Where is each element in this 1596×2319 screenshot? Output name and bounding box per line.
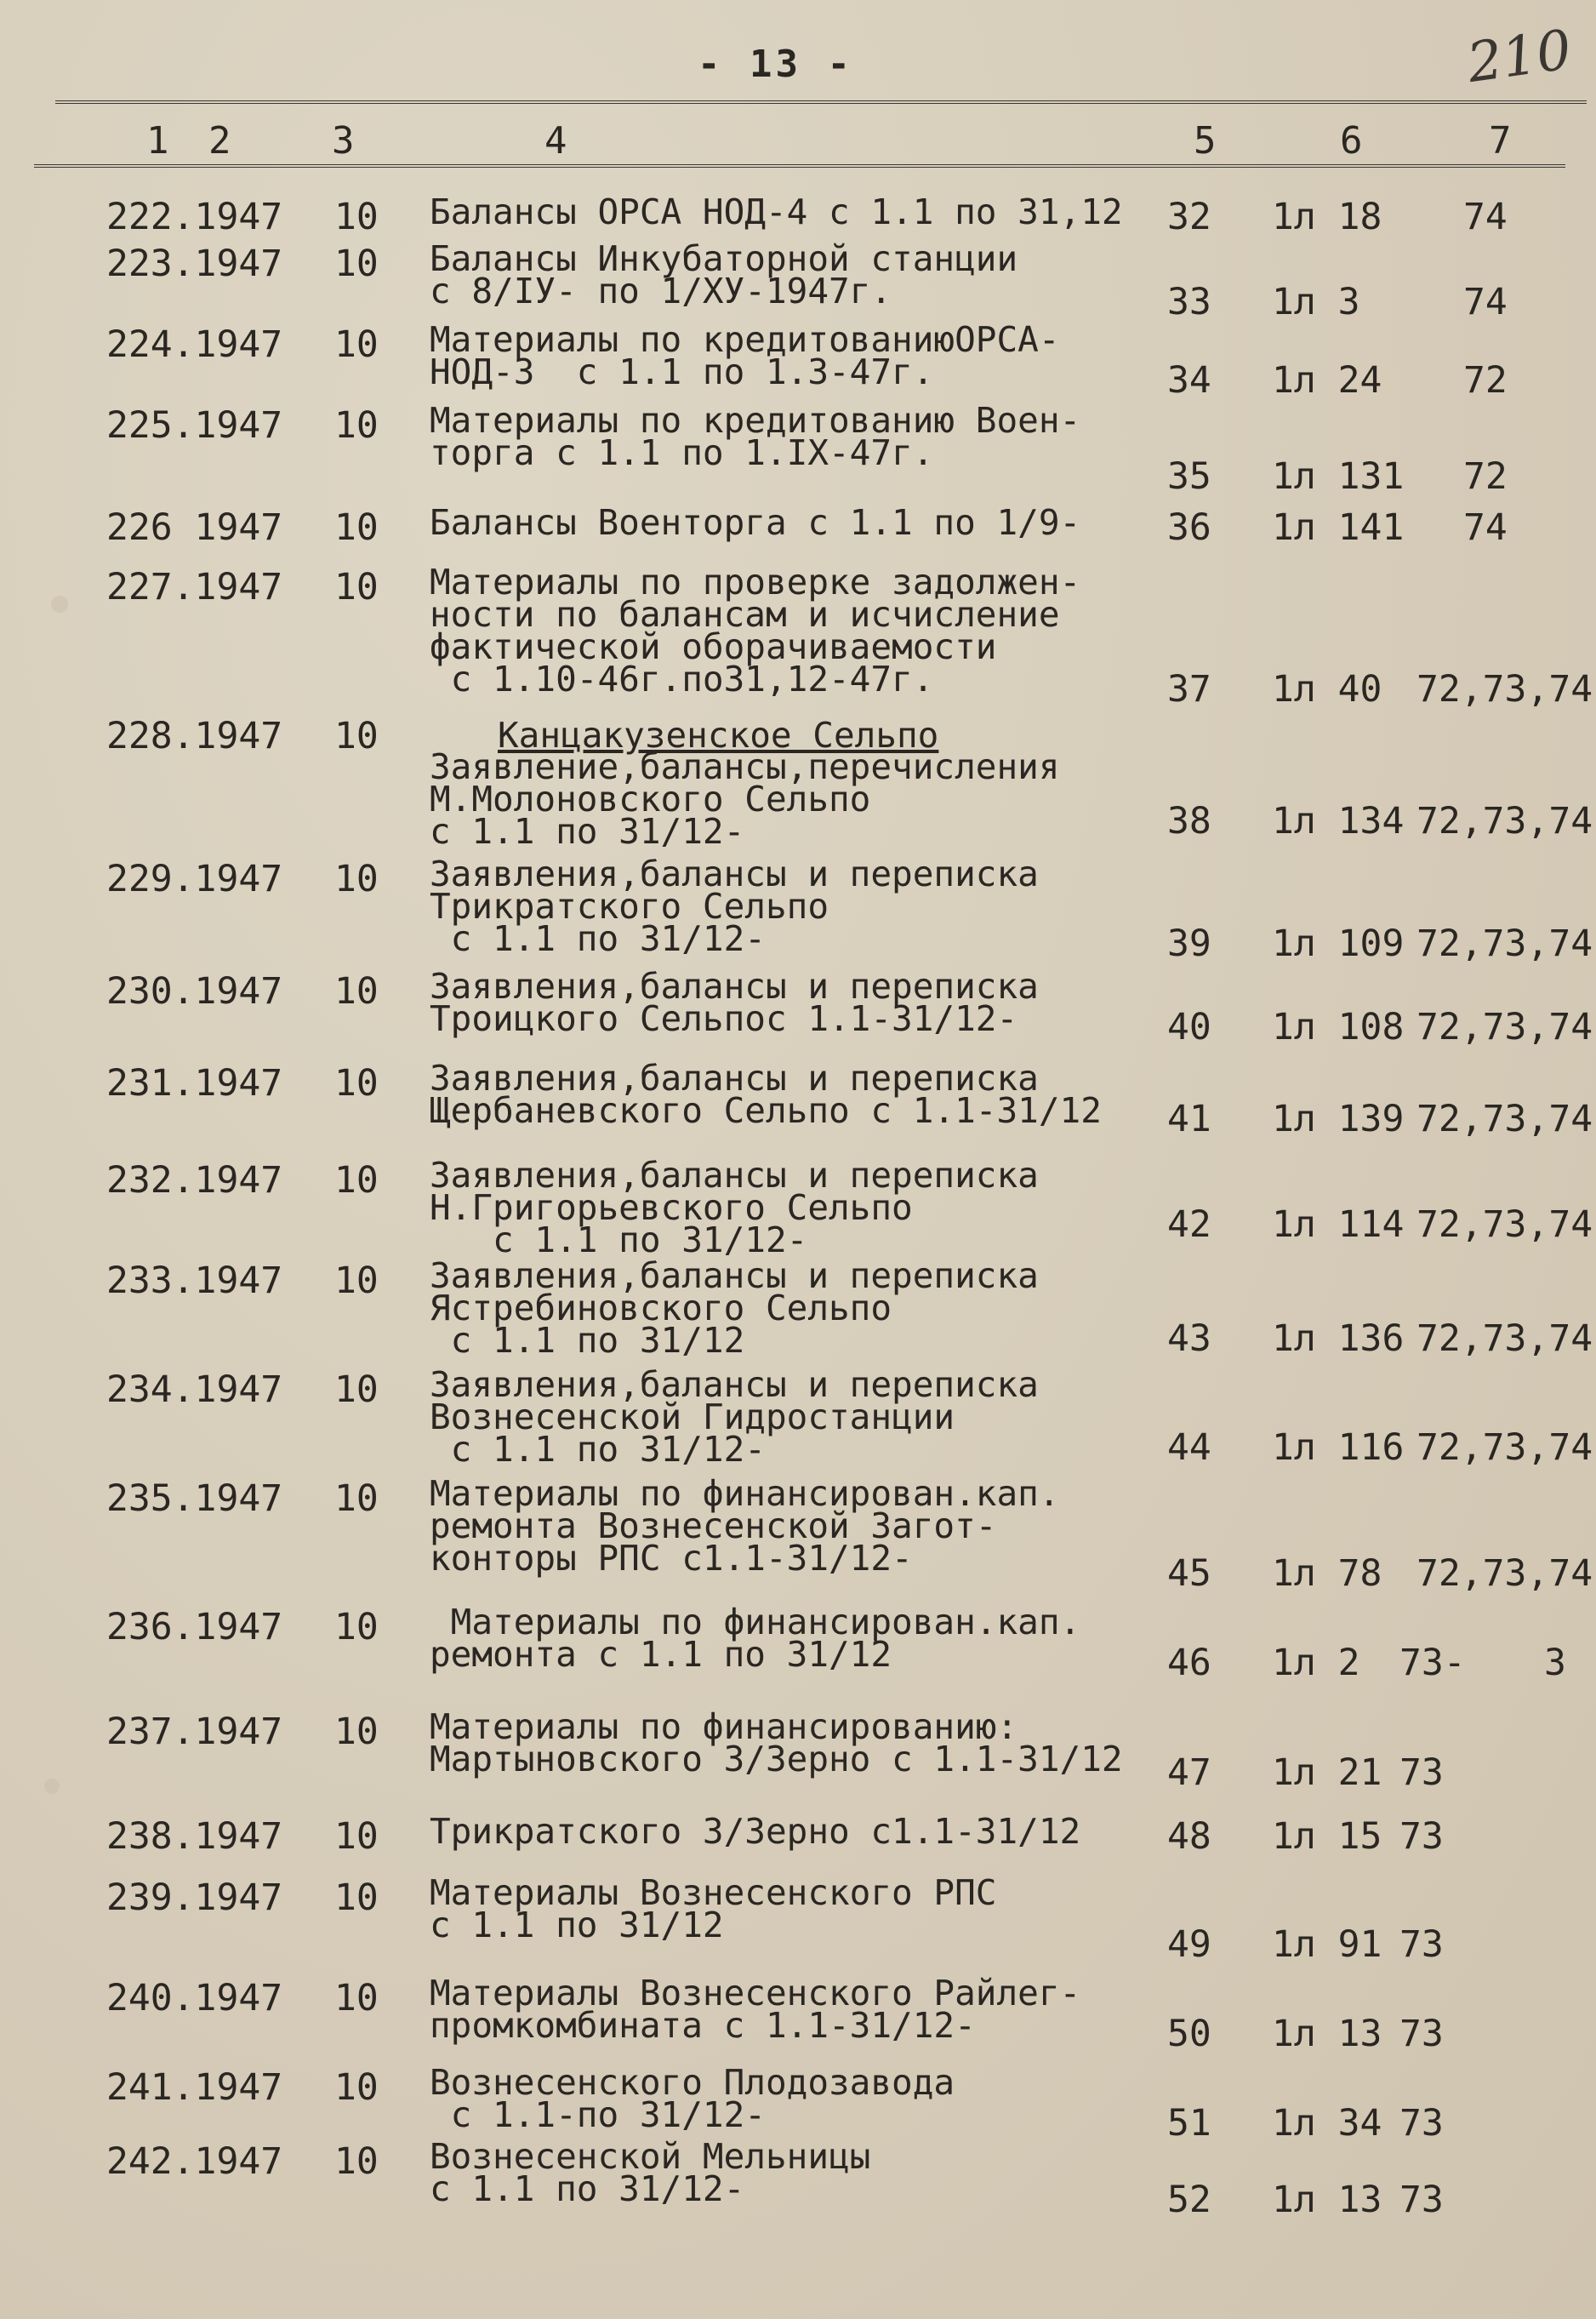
fond-number: 10 [334,1259,379,1302]
sheet-count: 1л 2 [1272,1642,1360,1684]
item-number: 52 [1167,2179,1211,2221]
sheet-count: 1л 78 [1272,1552,1382,1595]
sheet-count: 1л 108 [1272,1006,1405,1048]
reference-numbers: 73 [1399,1815,1444,1858]
case-number: 229.1947 [106,858,283,900]
reference-numbers: 73- [1399,1642,1466,1684]
sheet-count: 1л 13 [1272,2179,1382,2221]
item-number: 37 [1167,668,1211,711]
fond-number: 10 [334,1815,379,1858]
fond-number: 10 [334,1159,379,1202]
case-number: 222.1947 [106,196,283,238]
case-number: 227.1947 [106,566,283,608]
section-subheading: Канцакузенское Сельпо [498,715,939,756]
item-number: 36 [1167,506,1211,549]
sheet-count: 1л 34 [1272,2102,1382,2145]
reference-numbers: 72 [1463,359,1508,402]
case-number: 223.1947 [106,243,283,285]
case-number: 237.1947 [106,1711,283,1753]
case-number: 236.1947 [106,1606,283,1648]
fond-number: 10 [334,1711,379,1753]
case-number: 224.1947 [106,323,283,366]
case-title: Балансы ОРСА НОД-4 с 1.1 по 31,12 [430,191,1123,232]
item-number: 50 [1167,2013,1211,2055]
case-title: Материалы по кредитованиюОРСА- НОД-3 с 1.1 по 1.3-47г. [430,319,1060,392]
case-number: 231.1947 [106,1062,283,1105]
item-number: 39 [1167,922,1211,965]
sheet-count: 1л 141 [1272,506,1405,549]
case-title: Материалы по финансированию: Мартыновского З/Зерно с 1.1-31/12 [430,1706,1123,1779]
case-title: Трикратского З/Зерно с1.1-31/12 [430,1811,1081,1852]
case-title: Материалы по финансирован.кап. ремонта с 1.1 по 31/12 [430,1602,1081,1675]
item-number: 51 [1167,2102,1211,2145]
case-number: 225.1947 [106,404,283,447]
sheet-count: 1л 109 [1272,922,1405,965]
reference-numbers: 73 [1399,2102,1444,2145]
case-title: Материалы Вознесенского Райлег- промкомбината с 1.1-31/12- [430,1973,1081,2046]
reference-numbers: 73 [1399,1923,1444,1966]
sheet-count: 1л 114 [1272,1203,1405,1246]
case-title: Заявления,балансы и переписка Ястребиновского Сельпо с 1.1 по 31/12 [430,1255,1039,1361]
item-number: 49 [1167,1923,1211,1966]
fond-number: 10 [334,506,379,549]
case-title: Вознесенской Мельницы с 1.1 по 31/12- [430,2136,871,2209]
case-title: Материалы Вознесенского РПС с 1.1 по 31/12 [430,1872,997,1945]
page-number: - 13 - [698,43,853,86]
case-title: Вознесенского Плодозавода с 1.1-по 31/12- [430,2062,955,2135]
sheet-count: 1л 13 [1272,2013,1382,2055]
item-number: 42 [1167,1203,1211,1246]
header-rule-top [55,100,1587,104]
reference-numbers: 72,73,74 [1416,1552,1593,1595]
fond-number: 10 [334,858,379,900]
folio-number: 210 [1463,18,1576,96]
column-header-1: 1 [146,119,169,163]
fond-number: 10 [334,1368,379,1411]
reference-numbers: 74 [1463,281,1508,323]
header-rule-bottom [34,164,1565,168]
reference-numbers: 74 [1463,196,1508,238]
fond-number: 10 [334,1977,379,2019]
reference-numbers: 72,73,74 [1416,1006,1593,1048]
sheet-count: 1л 91 [1272,1923,1382,1966]
item-number: 45 [1167,1552,1211,1595]
sheet-count: 1л 18 [1272,196,1382,238]
fond-number: 10 [334,243,379,285]
column-header-2: 2 [208,119,231,163]
item-number: 48 [1167,1815,1211,1858]
fond-number: 10 [334,323,379,366]
case-number: 234.1947 [106,1368,283,1411]
case-title: Балансы Военторга с 1.1 по 1/9- [430,502,1081,543]
item-number: 41 [1167,1098,1211,1140]
fond-number: 10 [334,404,379,447]
item-number: 32 [1167,196,1211,238]
case-title: Заявления,балансы и переписка Н.Григорьевского Сельпо с 1.1 по 31/12- [430,1155,1039,1260]
sheet-count: 1л 139 [1272,1098,1405,1140]
column-header-5: 5 [1194,119,1217,163]
paper-spot [44,1779,60,1794]
annotation-number: 3 [1544,1642,1566,1684]
column-header-6: 6 [1340,119,1363,163]
item-number: 47 [1167,1751,1211,1794]
case-number: 235.1947 [106,1477,283,1520]
sheet-count: 1л 136 [1272,1317,1405,1360]
item-number: 35 [1167,455,1211,498]
case-number: 226 1947 [106,506,283,549]
case-title: Заявления,балансы и переписка Щербаневского Сельпо с 1.1-31/12 [430,1058,1102,1131]
case-number: 242.1947 [106,2140,283,2183]
case-number: 232.1947 [106,1159,283,1202]
case-title: Заявления,балансы и переписка Троицкого Сельпос 1.1-31/12- [430,966,1039,1039]
reference-numbers: 72,73,74 [1416,1426,1593,1469]
item-number: 43 [1167,1317,1211,1360]
fond-number: 10 [334,2066,379,2109]
reference-numbers: 72,73,74 [1416,922,1593,965]
case-number: 228.1947 [106,715,283,757]
column-header-4: 4 [544,119,567,163]
case-title: Заявление,балансы,перечисления М.Молоновского Сельпо с 1.1 по 31/12- [430,746,1060,852]
fond-number: 10 [334,2140,379,2183]
item-number: 34 [1167,359,1211,402]
case-number: 240.1947 [106,1977,283,2019]
sheet-count: 1л 116 [1272,1426,1405,1469]
case-number: 233.1947 [106,1259,283,1302]
case-number: 230.1947 [106,970,283,1013]
reference-numbers: 72,73,74 [1416,800,1593,842]
item-number: 46 [1167,1642,1211,1684]
reference-numbers: 72,73,74 [1416,1098,1593,1140]
item-number: 44 [1167,1426,1211,1469]
fond-number: 10 [334,715,379,757]
fond-number: 10 [334,970,379,1013]
sheet-count: 1л 21 [1272,1751,1382,1794]
case-number: 238.1947 [106,1815,283,1858]
fond-number: 10 [334,1606,379,1648]
case-title: Материалы по кредитованию Воен- торга с 1.1 по 1.IХ-47г. [430,400,1081,473]
reference-numbers: 72 [1463,455,1508,498]
sheet-count: 1л 24 [1272,359,1382,402]
case-title: Заявления,балансы и переписка Трикратского Сельпо с 1.1 по 31/12- [430,854,1039,959]
case-title: Материалы по финансирован.кап. ремонта Вознесенской Загот- конторы РПС с1.1-31/12- [430,1473,1060,1579]
item-number: 40 [1167,1006,1211,1048]
reference-numbers: 73 [1399,1751,1444,1794]
case-number: 239.1947 [106,1876,283,1919]
item-number: 33 [1167,281,1211,323]
case-title: Балансы Инкубаторной станции с 8/IУ- по 1/ХУ-1947г. [430,238,1018,311]
fond-number: 10 [334,1876,379,1919]
fond-number: 10 [334,566,379,608]
reference-numbers: 72,73,74 [1416,668,1593,711]
fond-number: 10 [334,196,379,238]
case-title: Заявления,балансы и переписка Вознесенской Гидростанции с 1.1 по 31/12- [430,1364,1039,1470]
reference-numbers: 73 [1399,2179,1444,2221]
paper-spot [51,596,68,613]
case-title: Материалы по проверке задолжен- ности по балансам и исчисление фактической оборачиваемости с 1.10-46г.по31,12-47г. [430,562,1081,700]
fond-number: 10 [334,1062,379,1105]
column-header-3: 3 [332,119,355,163]
fond-number: 10 [334,1477,379,1520]
case-number: 241.1947 [106,2066,283,2109]
sheet-count: 1л 134 [1272,800,1405,842]
reference-numbers: 72,73,74 [1416,1317,1593,1360]
reference-numbers: 73 [1399,2013,1444,2055]
sheet-count: 1л 3 [1272,281,1360,323]
sheet-count: 1л 40 [1272,668,1382,711]
sheet-count: 1л 131 [1272,455,1405,498]
item-number: 38 [1167,800,1211,842]
sheet-count: 1л 15 [1272,1815,1382,1858]
column-header-7: 7 [1489,119,1512,163]
reference-numbers: 72,73,74 [1416,1203,1593,1246]
reference-numbers: 74 [1463,506,1508,549]
